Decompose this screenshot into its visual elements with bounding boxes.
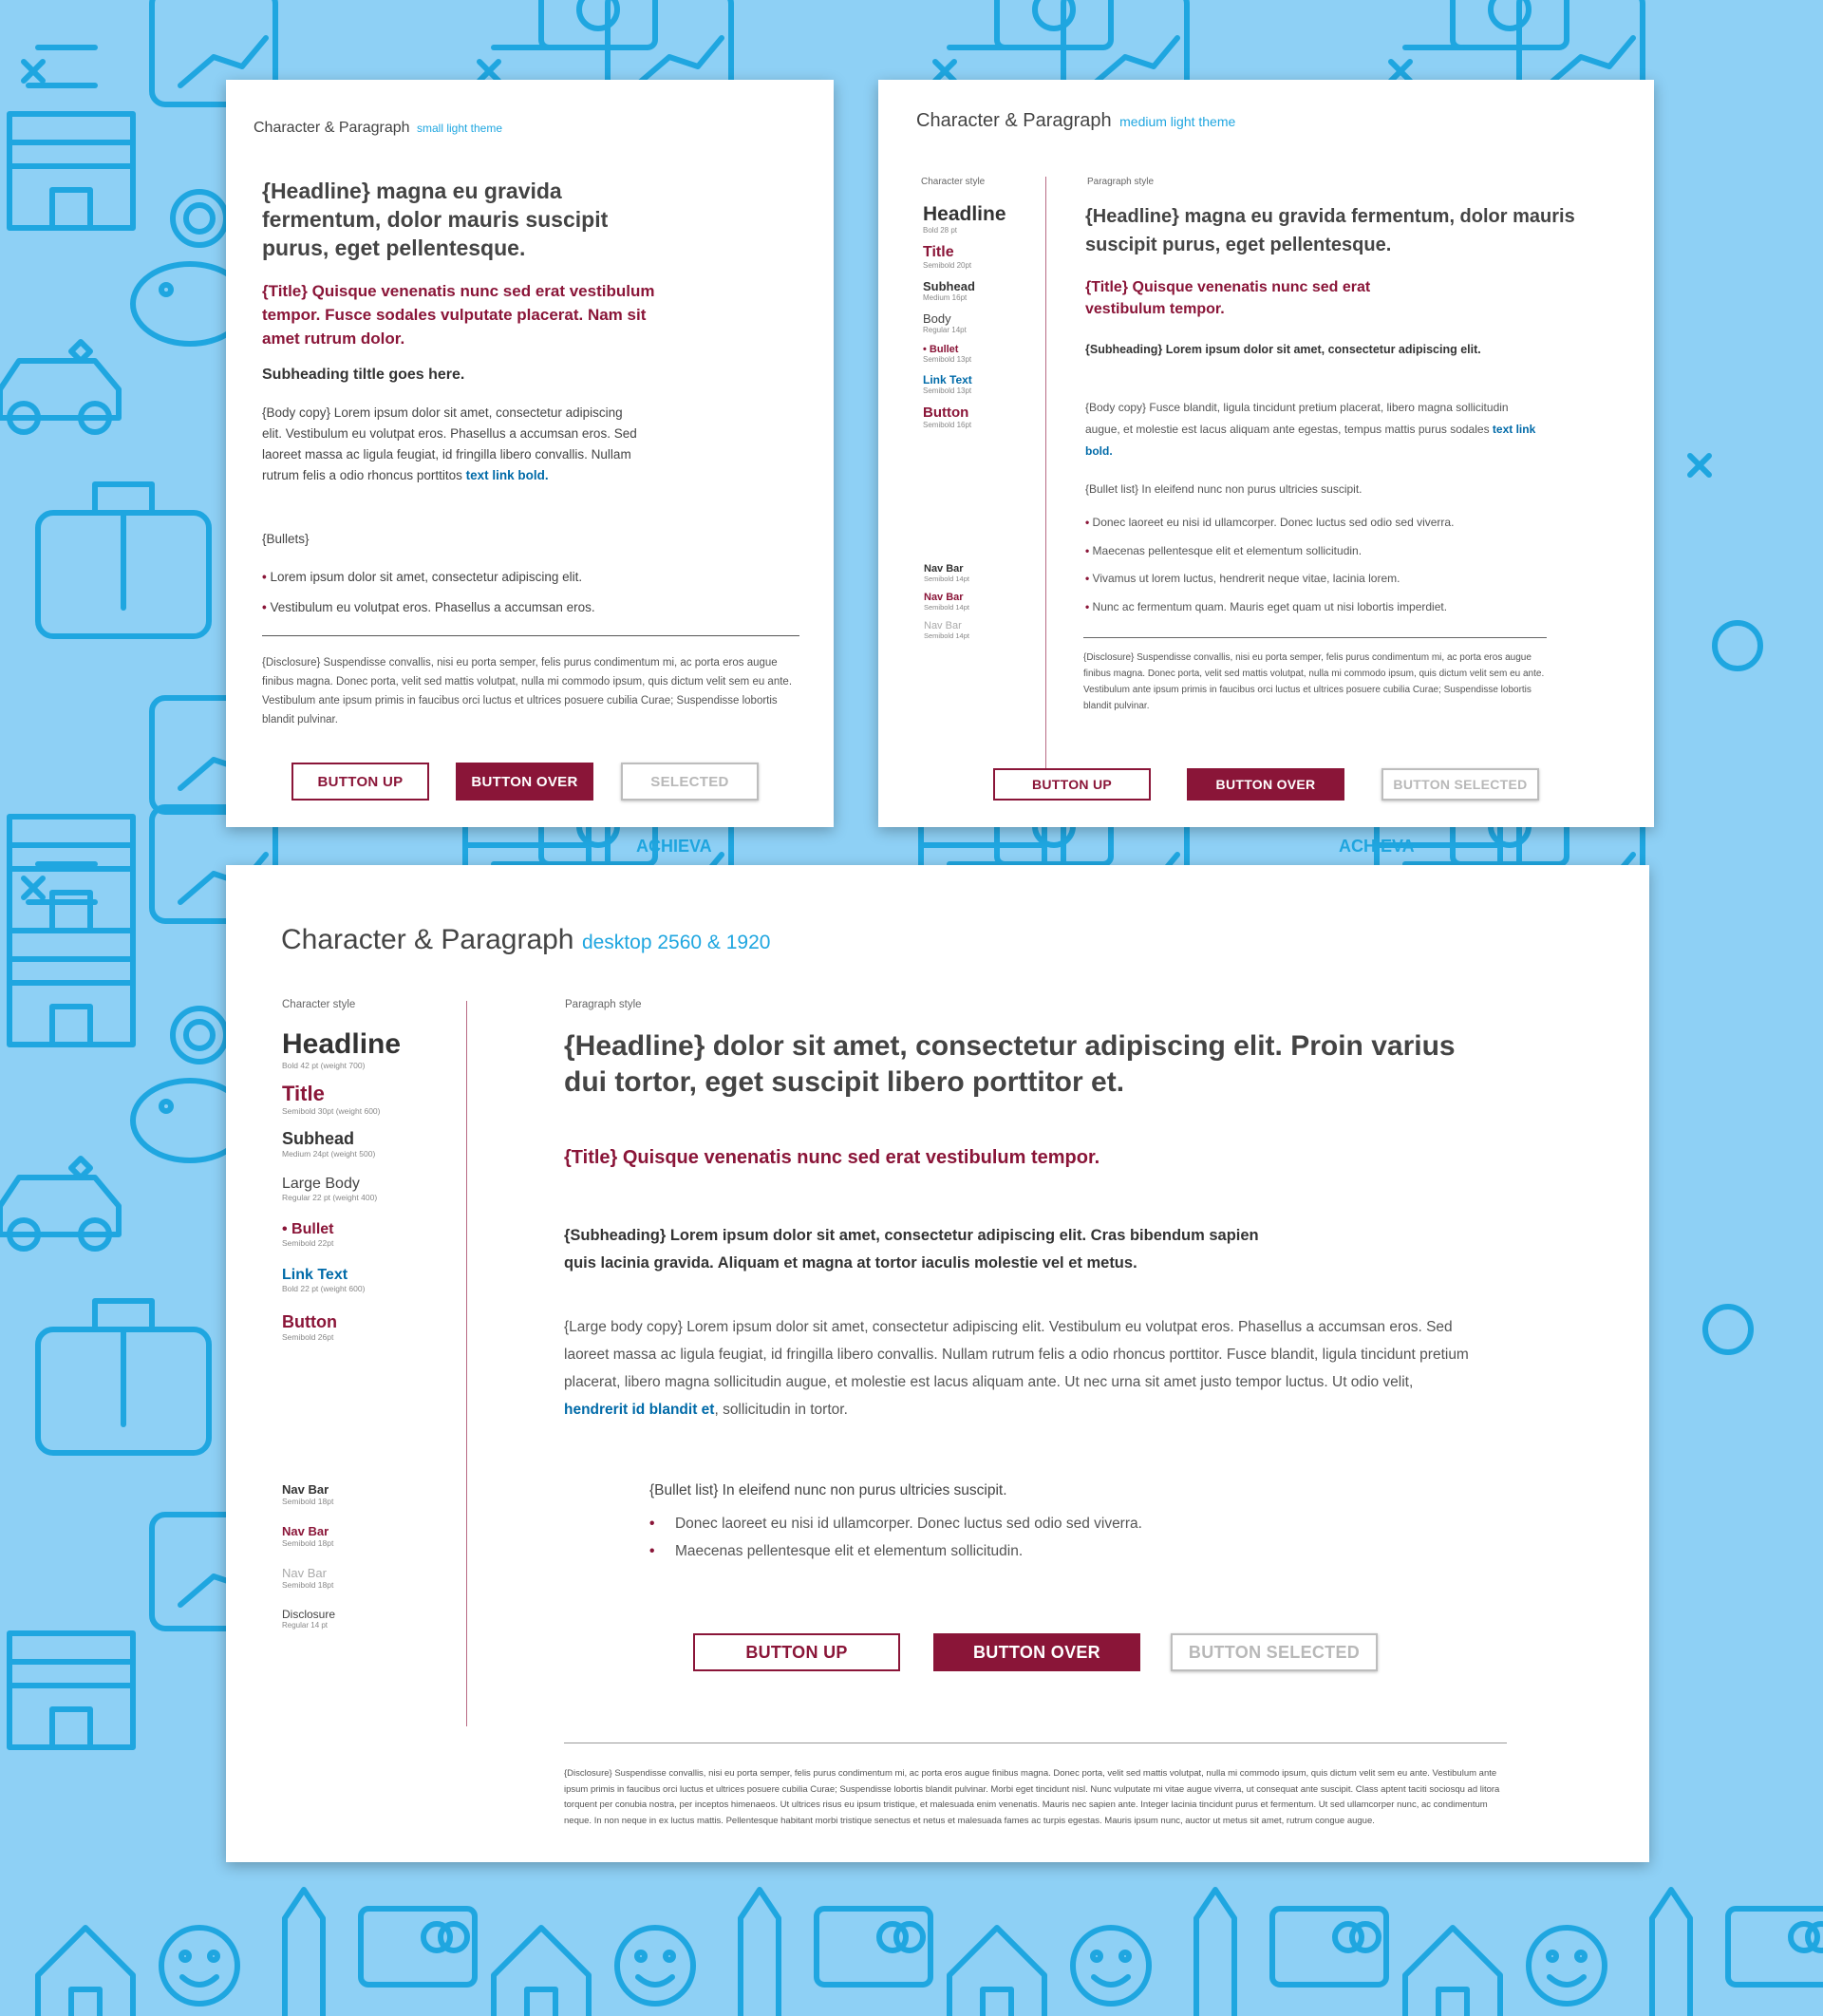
briefcase-icon <box>38 484 209 636</box>
spec-nav-default: Nav Bar <box>924 563 964 575</box>
card-desktop-header <box>281 924 770 956</box>
brand-label-right: ACHIEVA <box>1339 837 1415 856</box>
column-divider <box>1045 177 1046 782</box>
card-medium-header <box>916 110 1235 132</box>
card-medium <box>878 80 1654 827</box>
diamond-icon <box>71 342 90 361</box>
button-up[interactable]: BUTTON UP <box>693 1633 900 1671</box>
card-small-title: Character & Paragraph <box>254 120 410 136</box>
title-text: {Title} Quisque venenatis nunc sed erat vestibulum tempor. <box>564 1147 1100 1168</box>
bullets-label: {Bullets} <box>262 532 310 546</box>
spec-link-text: Link Text <box>282 1267 348 1283</box>
divider <box>262 635 799 636</box>
credit-card-icon <box>361 1909 475 1985</box>
button-over[interactable]: BUTTON OVER <box>456 763 593 801</box>
body-copy: {Large body copy} Lorem ipsum dolor sit amet, consectetur adipiscing elit. Vestibulum eu volutpat eros. Phasellus a accumsan eros. Sed laoreet massa ac ligula feugiat, id fringilla libero convallis. Nullam rutrum felis a odio rhoncus porttitor. Fusce blandit, ligula tincidunt pretium placerat, libero magna sollicitudin augue, et molestie est lacus aliquam ante. Ut nec urna sit amet justo tempor luctus. Ut odio velit, hendrerit id blandit et, sollicitudin in tortor. <box>564 1319 1469 1418</box>
character-style-label: Character style <box>282 999 356 1010</box>
button-selected[interactable]: BUTTON SELECTED <box>1171 1633 1378 1671</box>
card-desktop-title: Character & Paragraph <box>281 924 574 955</box>
bullet-list <box>262 562 595 623</box>
headline: {Headline} magna eu gravida fermentum, dolor mauris suscipit purus, eget pellentesque. <box>1085 206 1575 255</box>
character-spec-list: Headline Bold 42 pt (weight 700) Title Semibold 30pt (weight 600) Subhead Medium 24pt (weight 500) Large Body Regular 22 pt (weight 400) • Bullet Semibold 22pt Link Text Bold 22 pt (weight 600) Button Semibold 26pt <box>282 1028 402 1342</box>
button-up[interactable]: BUTTON UP <box>291 763 429 801</box>
car-icon <box>0 361 119 432</box>
spec-body: Body <box>923 311 951 326</box>
body-link[interactable]: hendrerit id blandit et <box>564 1402 715 1418</box>
spec-nav-active: Nav Bar <box>282 1524 329 1538</box>
spec-bullet: • Bullet <box>282 1221 334 1237</box>
pencil-icon <box>285 1890 323 2016</box>
spec-title: Title <box>282 1082 325 1105</box>
nav-spec-list: Nav Bar Semibold 14pt Nav Bar Semibold 14pt Nav Bar Semibold 14pt <box>924 563 969 640</box>
spec-title: Title <box>923 244 954 260</box>
disclosure: {Disclosure} Suspendisse convallis, nisi eu porta semper, felis purus condimentum mi, ac porta eros augue finibus magna. Donec porta, velit sed mattis volutpat, nulla mi commodo ipsum, quis dictum velit sem eu ante. Vestibulum ante ipsum primis in faucibus orci luctus et ultrices posuere cubilia Curae; Suspendisse lobortis blandit pulvinar. <box>262 657 793 725</box>
title-text: {Title} Quisque venenatis nunc sed erat vestibulum tempor. Fusce sodales vulputate placerat. Nam sit amet rutrum dolor. <box>262 282 655 348</box>
headline: {Headline} dolor sit amet, consectetur adipiscing elit. Proin varius dui tortor, eget suscipit libero porttitor et. <box>564 1030 1456 1098</box>
store-icon <box>9 817 133 931</box>
list-item: • Donec laoreet eu nisi id ullamcorper. Donec luctus sed odio sed viverra. <box>1085 516 1455 529</box>
spec-button: Button <box>923 405 969 421</box>
body-link[interactable]: text link bold. <box>465 468 549 482</box>
disclosure: {Disclosure} Suspendisse convallis, nisi eu porta semper, felis purus condimentum mi, ac porta eros augue finibus magna. Donec porta, velit sed mattis volutpat, nulla mi commodo ipsum, quis dictum velit sem eu ante. Vestibulum ante ipsum primis in faucibus orci luctus et ultrices posuere cubilia Curae; Suspendisse lobortis blandit pulvinar. <box>1083 652 1545 711</box>
nav-spec-list: Nav Bar Semibold 18pt Nav Bar Semibold 18pt Nav Bar Semibold 18pt Disclosure Regular 14 pt <box>282 1482 336 1630</box>
button-over[interactable]: BUTTON OVER <box>1187 768 1344 801</box>
list-item: • Vivamus ut lorem luctus, hendrerit neque vitae, lacinia lorem. <box>1085 572 1400 585</box>
smiley-icon <box>161 1928 237 2004</box>
spec-bullet: • Bullet <box>923 344 959 355</box>
list-item: • Maecenas pellentesque elit et elementum sollicitudin. <box>649 1543 1024 1559</box>
spec-headline: Headline <box>923 203 1006 225</box>
brand-label-left: ACHIEVA <box>636 837 712 856</box>
card-small <box>226 80 834 827</box>
spec-large-body: Large Body <box>282 1176 360 1192</box>
body-text: {Body copy} Lorem ipsum dolor sit amet, consectetur adipiscing elit. Vestibulum eu volutpat eros. Phasellus a accumsan eros. Sed laoreet massa ac ligula feugiat, id fringilla libero convallis. Nullam rutrum felis a odio rhoncus porttitos <box>262 405 637 482</box>
list-item: • Donec laoreet eu nisi id ullamcorper. Donec luctus sed odio sed viverra. <box>649 1516 1142 1532</box>
button-up[interactable]: BUTTON UP <box>993 768 1151 801</box>
x-icon <box>24 62 43 81</box>
column-divider <box>466 1001 467 1726</box>
character-style-label: Character style <box>921 177 986 187</box>
card-small-header <box>254 120 502 137</box>
subheading: {Subheading} Lorem ipsum dolor sit amet, consectetur adipiscing elit. Cras bibendum sapien quis lacinia gravida. Aliquam et magna at tortor iaculis molestie vel et metus. <box>564 1227 1259 1272</box>
card-small-subtitle: small light theme <box>416 122 503 135</box>
money-icon <box>541 0 655 47</box>
coin-icon <box>173 192 226 245</box>
list-item: • Vestibulum eu volutpat eros. Phasellus a accumsan eros. <box>262 600 595 614</box>
list-item: • Nunc ac fermentum quam. Mauris eget quam ut nisi lobortis imperdiet. <box>1085 599 1448 613</box>
spec-nav-disabled: Nav Bar <box>924 620 962 631</box>
body-copy <box>262 403 642 486</box>
spec-nav-disabled: Nav Bar <box>282 1566 327 1580</box>
card-desktop <box>226 865 1649 1862</box>
button-selected[interactable]: SELECTED <box>621 763 759 801</box>
subheading: {Subheading} Lorem ipsum dolor sit amet, consectetur adipiscing elit. <box>1085 343 1481 356</box>
paragraph-style-label: Paragraph style <box>565 999 642 1010</box>
spec-subhead: Subhead <box>923 279 975 293</box>
spec-link-text: Link Text <box>923 373 972 386</box>
bullet-intro: {Bullet list} In eleifend nunc non purus ultricies suscipit. <box>1085 482 1363 496</box>
spec-nav-active: Nav Bar <box>924 592 964 603</box>
headline: {Headline} magna eu gravida fermentum, dolor mauris suscipit purus, eget pellentesque. <box>262 179 609 260</box>
house-icon <box>38 1928 133 2016</box>
title-text: {Title} Quisque venenatis nunc sed erat vestibulum tempor. <box>1085 279 1371 317</box>
bullet-list <box>649 1510 1142 1565</box>
button-selected[interactable]: BUTTON SELECTED <box>1381 768 1539 801</box>
spec-nav-default: Nav Bar <box>282 1482 329 1497</box>
button-over[interactable]: BUTTON OVER <box>933 1633 1140 1671</box>
card-desktop-subtitle: desktop 2560 & 1920 <box>581 932 771 953</box>
spec-headline: Headline <box>282 1028 402 1060</box>
spec-subhead: Subhead <box>282 1129 355 1148</box>
disclosure: {Disclosure} Suspendisse convallis, nisi eu porta semper, felis purus condimentum mi, ac porta eros augue finibus magna. Donec porta, velit sed mattis volutpat, nulla mi commodo ipsum, quis dictum velit sem eu ante. Vestibulum ante ipsum primis in faucibus orci luctus et ultrices posuere cubilia Curae; Suspendisse lobortis blandit pulvinar. Morbi eget tincidunt nisl. Nunc vulputate mi vitae augue viverra, ut consequat ante suscipit. Class aptent taciti sociosqu ad litora torquent per conubia nostra, per inceptos himenaeos. Ut ultrices risus eu ipsum tristique, et malesuada enim venenatis. Mauris nec sapien ante. Integer lacinia tincidunt purus et fermentum. Ut sed ullamcorper nunc, ac condimentum neque. In non neque in ex luctus mattis. Pellentesque habitant morbi tristique senectus et netus et malesuada fames ac turpis egestas. Mauris ipsum nunc, auctor ut metus sit amet, rutrum congue augue. <box>564 1768 1500 1826</box>
character-spec-list: Headline Bold 28 pt Title Semibold 20pt Subhead Medium 16pt Body Regular 14pt • Bullet Semibold 13pt Link Text Semibold 13pt Button Semibold 16pt <box>923 203 1006 429</box>
card-medium-title: Character & Paragraph <box>916 110 1112 131</box>
list-item: • Lorem ipsum dolor sit amet, consectetur adipiscing elit. <box>262 570 583 584</box>
card-medium-subtitle: medium light theme <box>1119 114 1236 129</box>
store-icon <box>9 114 133 228</box>
subheading: Subheading tiltle goes here. <box>262 367 465 383</box>
divider <box>1083 637 1547 638</box>
body-link[interactable]: text link bold. <box>1085 423 1536 458</box>
spec-button: Button <box>282 1312 337 1331</box>
paragraph-style-label: Paragraph style <box>1087 177 1155 187</box>
bullet-list <box>1085 509 1454 621</box>
body-copy: {Body copy} Fusce blandit, ligula tincidunt pretium placerat, libero magna sollicitudin augue, et molestie est lacus aliquam ante egestas, tempus mattis purus sodales text link bold. <box>1085 401 1536 458</box>
list-item: • Maecenas pellentesque elit et elementum sollicitudin. <box>1085 543 1363 557</box>
spec-disclosure: Disclosure <box>282 1608 336 1621</box>
bullet-intro: {Bullet list} In eleifend nunc non purus ultricies suscipit. <box>649 1482 1007 1498</box>
